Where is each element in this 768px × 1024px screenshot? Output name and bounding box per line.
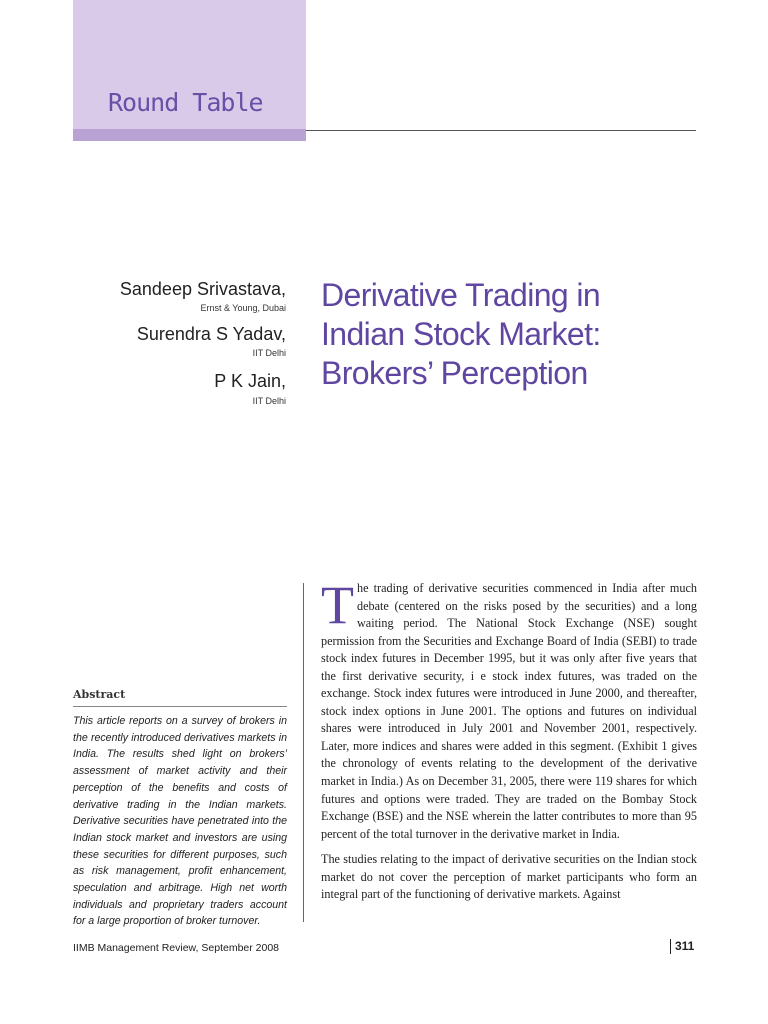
abstract-rule xyxy=(73,706,287,707)
author-affiliation: Ernst & Young, Dubai xyxy=(200,303,286,313)
article-title-line: Derivative Trading in xyxy=(321,277,601,313)
abstract-text: This article reports on a survey of brokers in the recently introduced derivatives markets in India. The results shed light on brokers’ assessment of market activity and their perception of the benefits and costs of derivative trading in the Indian markets. Derivative securities have penetrated into the Indian stock market and investors are using these securities for different purposes, such as risk management, profit enhancement, speculation and arbitrage. High net worth individuals and proprietary traders account for a large proportion of broker turnover. xyxy=(73,715,287,928)
footer-journal-citation: IIMB Management Review, September 2008 xyxy=(73,942,280,954)
author-name: Surendra S Yadav, xyxy=(136,324,286,344)
section-label: Round Table xyxy=(108,88,263,117)
header-banner xyxy=(73,0,306,140)
article-body xyxy=(321,575,697,912)
author-affiliation: IIT Delhi xyxy=(252,348,286,358)
author-affiliation: IIT Delhi xyxy=(252,396,286,406)
article-title-line: Brokers’ Perception xyxy=(321,355,588,391)
drop-cap: T xyxy=(321,575,354,635)
body-paragraph: The studies relating to the impact of derivative securities on the Indian stock market do not cover the perception of market participants who form an integral part of the functioning of derivative markets. Against xyxy=(321,852,697,902)
column-rule xyxy=(303,583,304,922)
header-banner-strip xyxy=(73,129,306,141)
body-paragraph-text: he trading of derivative securities commenced in India after much debate (centered on the risks posed by the securities) and a long waiting period. The National Stock Exchange (NSE) sought permission from the Securities and Exchange Board of India (SEBI) to trade stock index futures in December 1995, but it was only after five years that the first derivative security, i e stock index futures, was traded on the exchange. Stock index futures were introduced in June 2000, and thereafter, stock index options in June 2001. The options and futures on individual shares were introduced in July 2001 and November 2001, respectively. Later, more indices and shares were added in this segment. (Exhibit 1 gives the chronology of events relating to the development of the derivative market in India.) As on December 31, 2005, there were 119 shares for which futures and options were traded. They are traded on the Bombay Stock Exchange (BSE) and the NSE wherein the latter contributes to more than 95 percent of the total turnover in the derivative market in India. xyxy=(321,581,697,841)
author-name: P K Jain, xyxy=(214,371,286,391)
page-number: 311 xyxy=(670,939,694,954)
header-rule xyxy=(306,130,696,131)
abstract-heading: Abstract xyxy=(73,688,126,701)
body-paragraph xyxy=(321,575,697,843)
article-title-line: Indian Stock Market: xyxy=(321,316,601,352)
author-name: Sandeep Srivastava, xyxy=(119,279,286,299)
article-title xyxy=(321,276,701,393)
